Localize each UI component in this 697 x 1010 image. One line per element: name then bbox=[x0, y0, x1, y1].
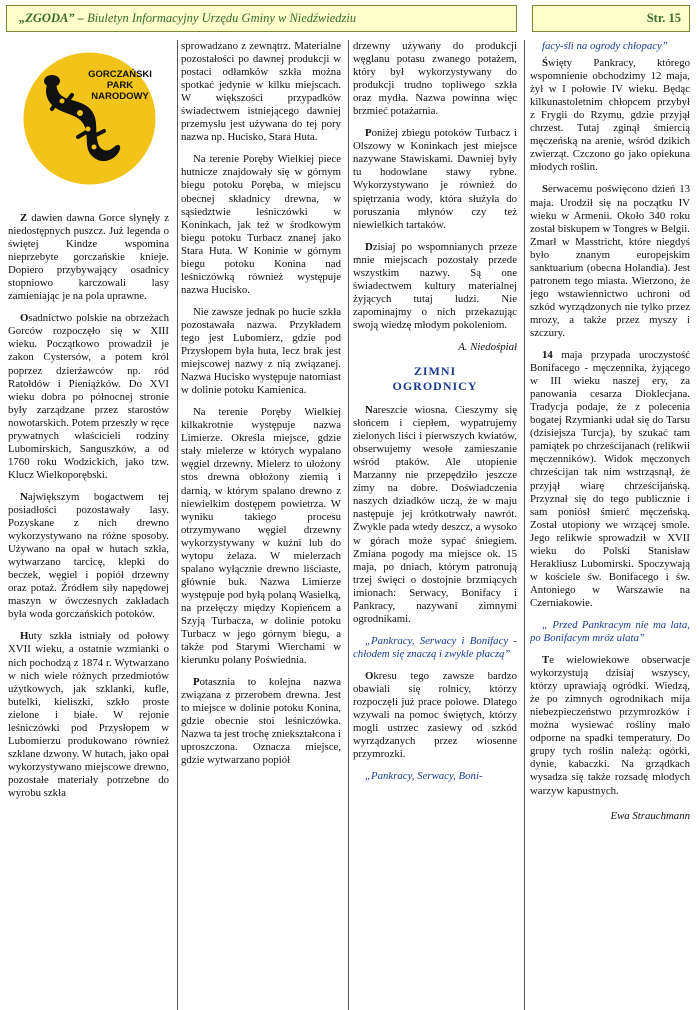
paragraph: sprowadzano z zewnątrz. Materialne pozostałości po dawnej produkcji w postaci odłamków szkła można spotkać jedynie w kilku miejscach. W większości przypadków świadectwem istniejącego dawniej przemysłu jest używana do tej pory nazwa np. Hucisko, Stara Huta. bbox=[181, 40, 341, 144]
column-3 bbox=[353, 40, 517, 1007]
logo-text-line2: PARK bbox=[106, 80, 134, 91]
park-logo bbox=[22, 51, 157, 186]
header-title-bar bbox=[6, 5, 517, 32]
paragraph: Dzisiaj po wspomnianych przeze mnie miejscach pozostały przede wszystkim nazwy. Są one świadectwem kultury materialnej żyjących tutaj ludzi. Nie zapominajmy o nich przekazując swoją wiedzę młodym pokoleniom. bbox=[353, 240, 517, 331]
proverb-quote-continued: facy-śli na ogrody chłopacy” bbox=[542, 40, 668, 52]
magazine-name: „ZGODA” – bbox=[19, 11, 84, 25]
paragraph: Te wielowiekowe obserwacje wykorzystują dzisiaj wszyscy, którzy uprawiają ogródki. Wiedzą, że po zimnych ogrodnikach mija niebezpieczeństwo przymrozków i można wysiewać rośliny mało odporne na spadki temperatury. Do grupy tych roślin należą: ogórki, dynie, kabaczki. Na grządkach wysadza się także rozsadę młodych warzyw kapustnych. bbox=[530, 654, 690, 797]
proverb-quote: „Pankracy, Serwacy, Boni- bbox=[365, 770, 483, 783]
logo-text-line3: NARODOWY bbox=[91, 91, 149, 102]
paragraph: Okresu tego zawsze bardzo obawiali się rolnicy, którzy rozpoczęli już prace polowe. Dlatego wzywali na pomoc świętych, którzy mogli ustrzec zasiewy od szkód wyrządzanych przez wiosenne przymrozki. bbox=[353, 669, 517, 761]
column-divider-2 bbox=[348, 40, 349, 1010]
column-divider-1 bbox=[177, 40, 178, 1010]
paragraph: Największym bogactwem tej posiadłości pozostawały lasy. Pozyskane z nich drewno wykorzystywano na różne sposoby. Używano na opał w hutach szkła, wytwarzano tarcicę, klepki do beczek, węgiel i popiół drzewny oraz potaż. Źródłem siły napędowej maszyn w ówczesnych zakładach była woda gorczańskich potoków. bbox=[8, 490, 169, 621]
paragraph: Poniżej zbiegu potoków Turbacz i Olszowy w Koninkach jest miejsce nazywane Stawiskami. Dawniej były tu hodowlane stawy rybne. Wykorzystywano je również do spiętrzania wody, która służyła do poruszania młynów czy też niewielkich tartaków. bbox=[353, 127, 517, 231]
paragraph: Na terenie Poręby Wielkiej kilkakrotnie występuje nazwa Limierze. Określa miejsce, gdzie stały mielerze w których wypalano węgiel drzewny. Mielerz to ułożony stos drewna obłożony ziemią i darnią, w którym spalano drewno z niewielkim dostępem powietrza. W wyniku takiego procesu otrzymywano węgiel drzewny wykorzystywany w kuźni lub do wytopu żelaza. W mielerzach spalano wyłącznie drewno liściaste, głównie buk. Nazwa Limierze występuje pod byłą polaną Wasielką, na przełęczy między Kopieńcem a Szyją Turbacza, w dolinie potoku Turbacz w jego górnym biegu, a także pod Starymi Wierchami w kierunku polany Poświednia. bbox=[181, 406, 341, 667]
paragraph: Huty szkła istniały od połowy XVII wieku, a ostatnie wzmianki o nich pochodzą z 1874 r. Wytwarzano w nich wiele różnych przedmiotów użytkowych, jak szklanki, kufle, butelki, kieliszki, szkło proste zielone i białe. W rejonie leśniczówki pod Przysłopem w Lubomierzu produkowano również szklane dzwony. W hutach, jako opał wykorzystywano miejscowe drewno, pozostałe materiały potrzebne do wyrobu szkła bbox=[8, 630, 169, 799]
paragraph: Nareszcie wiosna. Cieszymy się słońcem i ciepłem, wypatrujemy zielonych liści i pierwszych kwiatów, obserwujemy wesołe zamieszanie wśród ptaków. Ale utopienie Marzanny nie przepędziło jeszcze zimy na dobre. Doświadczenia naszych dziadków uczą, że w maju następuje jej krótkotrwały nawrót. Zwykle pada wtedy deszcz, a wysoko w górach może sypać śniegiem. Zmiana pogody ma miejsce ok. 15 maja, po dniach, którym patronują trzej święci o dostojnie brzmiących imionach: Serwacy, Bonifacy i Pankracy, nazywani zimnymi ogrodnikami. bbox=[353, 404, 517, 625]
author-signature: A. Niedośpiał bbox=[458, 340, 517, 353]
paragraph: Z dawien dawna Gorce słynęły z niedostępnych puszcz. Już legenda o świętej Kindze wspomina nieprzebyte gorczańskie knieje. Dopiero przybywający osadnicy stopniowo karczowali lasy zamieniając je na pola uprawne. bbox=[8, 212, 169, 303]
paragraph: 14 maja przypada uroczystość Bonifacego - męczennika, żyjącego w III wieku naszej ery, za panowania cesarza Dioklecjana. Tradycja podaje, że z polecenia bogatej Rzymianki udał się do Tarsu (dzisiejsza Turcja), by szukać tam pamiątek po chrześcijanach (relikwii męczenników). Widok męczonych chrześcijan tak nim wstrząsnął, że przyjął wiarę chrześcijańską. Przyznał się do tego publicznie i sam poniósł śmierć męczeńską. Został utopiony we wrzącej smole. Jego relikwie sprowadził w XVII wieku do Polski Stanisław Herakliusz Lubomirski. Spoczywają w kościele św. Bonifacego i św. Antoniego w Warszawie na Czerniakowie. bbox=[530, 349, 690, 609]
column-4 bbox=[530, 40, 690, 1007]
column-divider-3 bbox=[524, 40, 525, 1010]
column-1 bbox=[8, 212, 169, 1007]
paragraph: Potasznia to kolejna nazwa związana z przerobem drewna. Jest to miejsce w dolinie potoku Konina, gdzie obecnie stoi leśniczówka. Nazwa ta jest trochę zniekształcona i uproszczona. Oznacza miejsce, gdzie wytwarzano popiół bbox=[181, 676, 341, 767]
paragraph: drzewny używany do produkcji węglanu potasu zwanego potażem, który był wykorzystywany do produkcji trudno topliwego szkła oraz mydła. Nazwa powinna więc brzmieć potażarnia. bbox=[353, 40, 517, 118]
paragraph: Na terenie Poręby Wielkiej piece hutnicze znajdowały się w górnym biegu potoku Poręba, w miejscu obecnej składnicy drewna, w sąsiedztwie leśniczówki w Koninkach, jak też w środkowym biegu potoku Turbacz znanej jako Stara Huta. W Koninie w górnym biegu potoku Konina nad leśniczówką również występuje nazwa Hucisko. bbox=[181, 153, 341, 296]
author-signature: Ewa Strauchmann bbox=[610, 809, 690, 822]
article-title: ZIMNI OGRODNICY bbox=[392, 364, 478, 394]
proverb-quote: „Pankracy, Serwacy i Bonifacy - chłodem się znaczą i zwykle płaczą” bbox=[353, 634, 517, 660]
paragraph: Nie zawsze jednak po hucie szkła pozostawała nazwa. Przykładem tego jest Lubomierz, gdzie pod Przysłopem była huta, lecz brak jest miejscowej nazwy z nią związanej. Nazwa Hucisko występuje natomiast w dolinie potoku Kamienica. bbox=[181, 305, 341, 397]
proverb-quote: „ Przed Pankracym nie ma lata, po Bonifacym mróz ulata” bbox=[530, 618, 690, 645]
paragraph: Święty Pankracy, którego wspomnienie obchodzimy 12 maja, żył w I połowie IV wieku. Będąc kilkunastoletnim chłopcem przybył z Frygii do Rzymu, gdzie przyjął chrzest. Tutaj zginął śmiercią męczeńską na arenie, wśród dzikich zwierząt. Czczono go jako opiekuna młodych roślin. bbox=[530, 57, 690, 174]
magazine-subtitle: Biuletyn Informacyjny Urzędu Gminy w Niedźwiedziu bbox=[83, 11, 357, 25]
paragraph: Osadnictwo polskie na obrzeżach Gorców rozpoczęło się w XIII wieku. Początkowo prowadził je zakon Cystersów, a potem król poprzez dzierżawców np. ród Ratołdów i Pieniążków. Do XVI wieku dobra po północnej stronie były zarządzane przez starostów nowotarskich. Potem przeszły w ręce prywatnych właścicieli rodziny Lubomirskich, Sanguszków, a od 1760 roku Wodzickich, jako tzw. Klucz Wielkoporębski. bbox=[8, 312, 169, 481]
page-number: Str. 15 bbox=[532, 5, 690, 32]
column-2 bbox=[181, 40, 341, 1007]
logo-text-line1: GORCZAŃSKI bbox=[88, 69, 152, 80]
paragraph: Serwacemu poświęcono dzień 13 maja. Urodził się na początku IV wieku w Armenii. Około 340 roku został biskupem w Tongres w Belgii. Zmarł w Masstricht, które niegdyś było znanym europejskim sanktuarium (obecna Holandia). Jest patronem tego miasta. Wierzono, że jego wstawiennictwo uchroni od szkód wyrządzonych nie tylko przez mrozy, a także przez myszy i szczury. bbox=[530, 183, 690, 339]
